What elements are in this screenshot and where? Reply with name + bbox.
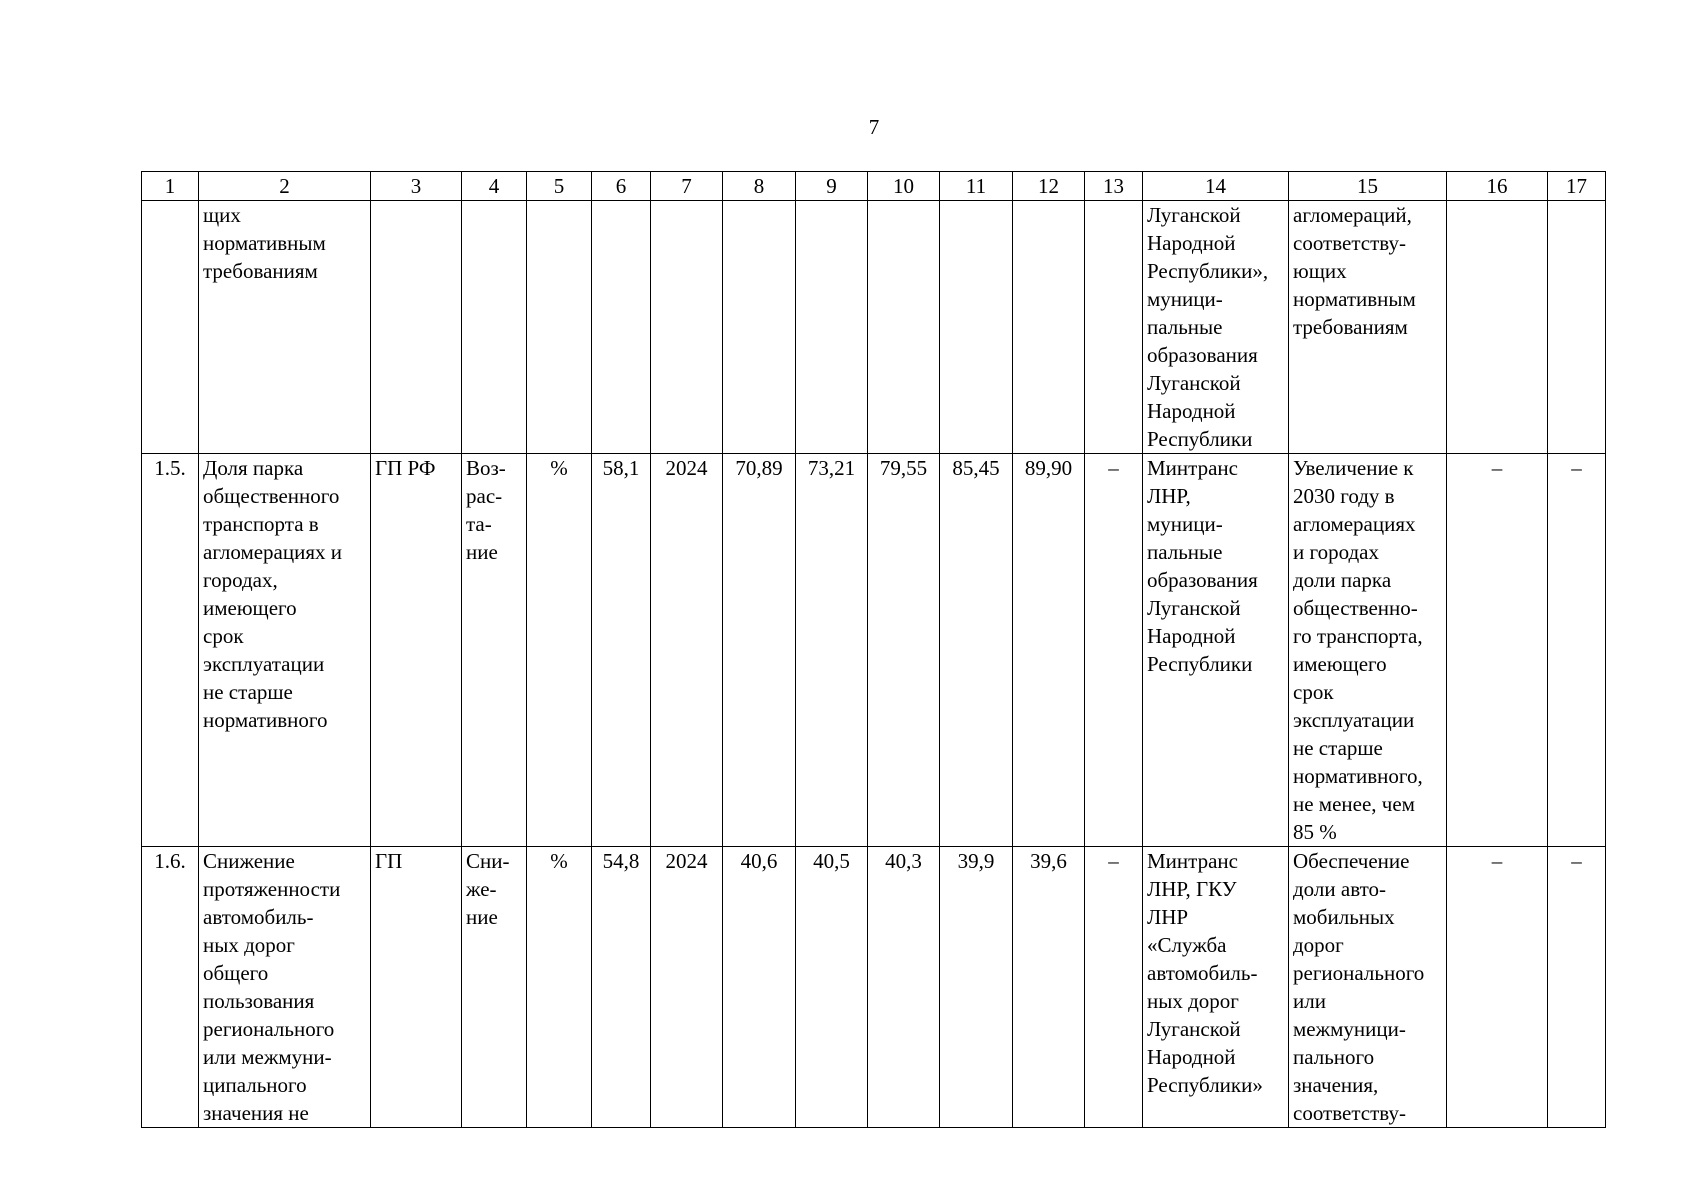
column-number: 9 bbox=[796, 172, 868, 201]
column-number: 11 bbox=[940, 172, 1013, 201]
column-number: 14 bbox=[1143, 172, 1289, 201]
value-col-11: 85,45 bbox=[940, 454, 1013, 847]
value-col-10: 40,3 bbox=[868, 847, 940, 1128]
indicator-source: ГП РФ bbox=[371, 454, 462, 847]
column-number: 3 bbox=[371, 172, 462, 201]
result-cell: Обеспечение доли авто- мобильных дорог регионального или межмуници- пального значения, соответству- bbox=[1289, 847, 1447, 1128]
col-17-cell: – bbox=[1548, 454, 1606, 847]
value-col-8: 40,6 bbox=[723, 847, 796, 1128]
column-number: 8 bbox=[723, 172, 796, 201]
responsible-cell: Минтранс ЛНР, муници- пальные образования Луганской Народной Республики bbox=[1143, 454, 1289, 847]
value-col-9: 40,5 bbox=[796, 847, 868, 1128]
col-16-cell: – bbox=[1447, 454, 1548, 847]
value-col-13: – bbox=[1085, 847, 1143, 1128]
indicator-unit bbox=[527, 201, 592, 454]
column-number: 7 bbox=[651, 172, 723, 201]
page-number: 7 bbox=[868, 115, 880, 139]
value-col-10 bbox=[868, 201, 940, 454]
result-cell: агломераций, соответству- ющих нормативным требованиям bbox=[1289, 201, 1447, 454]
indicator-name: Доля парка общественного транспорта в агломерациях и городах, имеющего срок эксплуатации не старше нормативного bbox=[199, 454, 371, 847]
base-year: 2024 bbox=[651, 847, 723, 1128]
column-number: 13 bbox=[1085, 172, 1143, 201]
column-number: 16 bbox=[1447, 172, 1548, 201]
value-col-13 bbox=[1085, 201, 1143, 454]
column-number-row bbox=[142, 172, 1606, 201]
value-col-8 bbox=[723, 201, 796, 454]
base-value bbox=[592, 201, 651, 454]
table-row bbox=[142, 847, 1606, 1128]
base-year bbox=[651, 201, 723, 454]
value-col-10: 79,55 bbox=[868, 454, 940, 847]
base-value: 58,1 bbox=[592, 454, 651, 847]
indicator-source bbox=[371, 201, 462, 454]
indicator-trend bbox=[462, 201, 527, 454]
indicator-name: Снижение протяженности автомобиль- ных дорог общего пользования регионального или межмуни- ципального значения не bbox=[199, 847, 371, 1128]
responsible-cell: Минтранс ЛНР, ГКУ ЛНР «Служба автомобиль- ных дорог Луганской Народной Республики» bbox=[1143, 847, 1289, 1128]
table-row bbox=[142, 454, 1606, 847]
column-number: 1 bbox=[142, 172, 199, 201]
value-col-11 bbox=[940, 201, 1013, 454]
value-col-13: – bbox=[1085, 454, 1143, 847]
base-year: 2024 bbox=[651, 454, 723, 847]
value-col-12: 89,90 bbox=[1013, 454, 1085, 847]
column-number: 15 bbox=[1289, 172, 1447, 201]
indicator-trend: Воз- рас- та- ние bbox=[462, 454, 527, 847]
col-17-cell bbox=[1548, 201, 1606, 454]
value-col-11: 39,9 bbox=[940, 847, 1013, 1128]
responsible-cell: Луганской Народной Республики», муници- пальные образования Луганской Народной Республики bbox=[1143, 201, 1289, 454]
result-cell: Увеличение к 2030 году в агломерациях и городах доли парка общественно- го транспорта, имеющего срок эксплуатации не старше нормативного, не менее, чем 85 % bbox=[1289, 454, 1447, 847]
row-number: 1.5. bbox=[142, 454, 199, 847]
value-col-12: 39,6 bbox=[1013, 847, 1085, 1128]
column-number: 12 bbox=[1013, 172, 1085, 201]
indicator-name: щих нормативным требованиям bbox=[199, 201, 371, 454]
value-col-9 bbox=[796, 201, 868, 454]
indicator-trend: Сни- же- ние bbox=[462, 847, 527, 1128]
column-number: 5 bbox=[527, 172, 592, 201]
column-number: 10 bbox=[868, 172, 940, 201]
value-col-12 bbox=[1013, 201, 1085, 454]
table-row bbox=[142, 201, 1606, 454]
column-number: 4 bbox=[462, 172, 527, 201]
base-value: 54,8 bbox=[592, 847, 651, 1128]
column-number: 2 bbox=[199, 172, 371, 201]
value-col-8: 70,89 bbox=[723, 454, 796, 847]
indicator-source: ГП bbox=[371, 847, 462, 1128]
col-16-cell: – bbox=[1447, 847, 1548, 1128]
column-number: 6 bbox=[592, 172, 651, 201]
row-number: 1.6. bbox=[142, 847, 199, 1128]
indicator-unit: % bbox=[527, 847, 592, 1128]
indicators-table bbox=[141, 171, 1606, 1128]
column-number: 17 bbox=[1548, 172, 1606, 201]
col-16-cell bbox=[1447, 201, 1548, 454]
row-number bbox=[142, 201, 199, 454]
indicator-unit: % bbox=[527, 454, 592, 847]
col-17-cell: – bbox=[1548, 847, 1606, 1128]
value-col-9: 73,21 bbox=[796, 454, 868, 847]
